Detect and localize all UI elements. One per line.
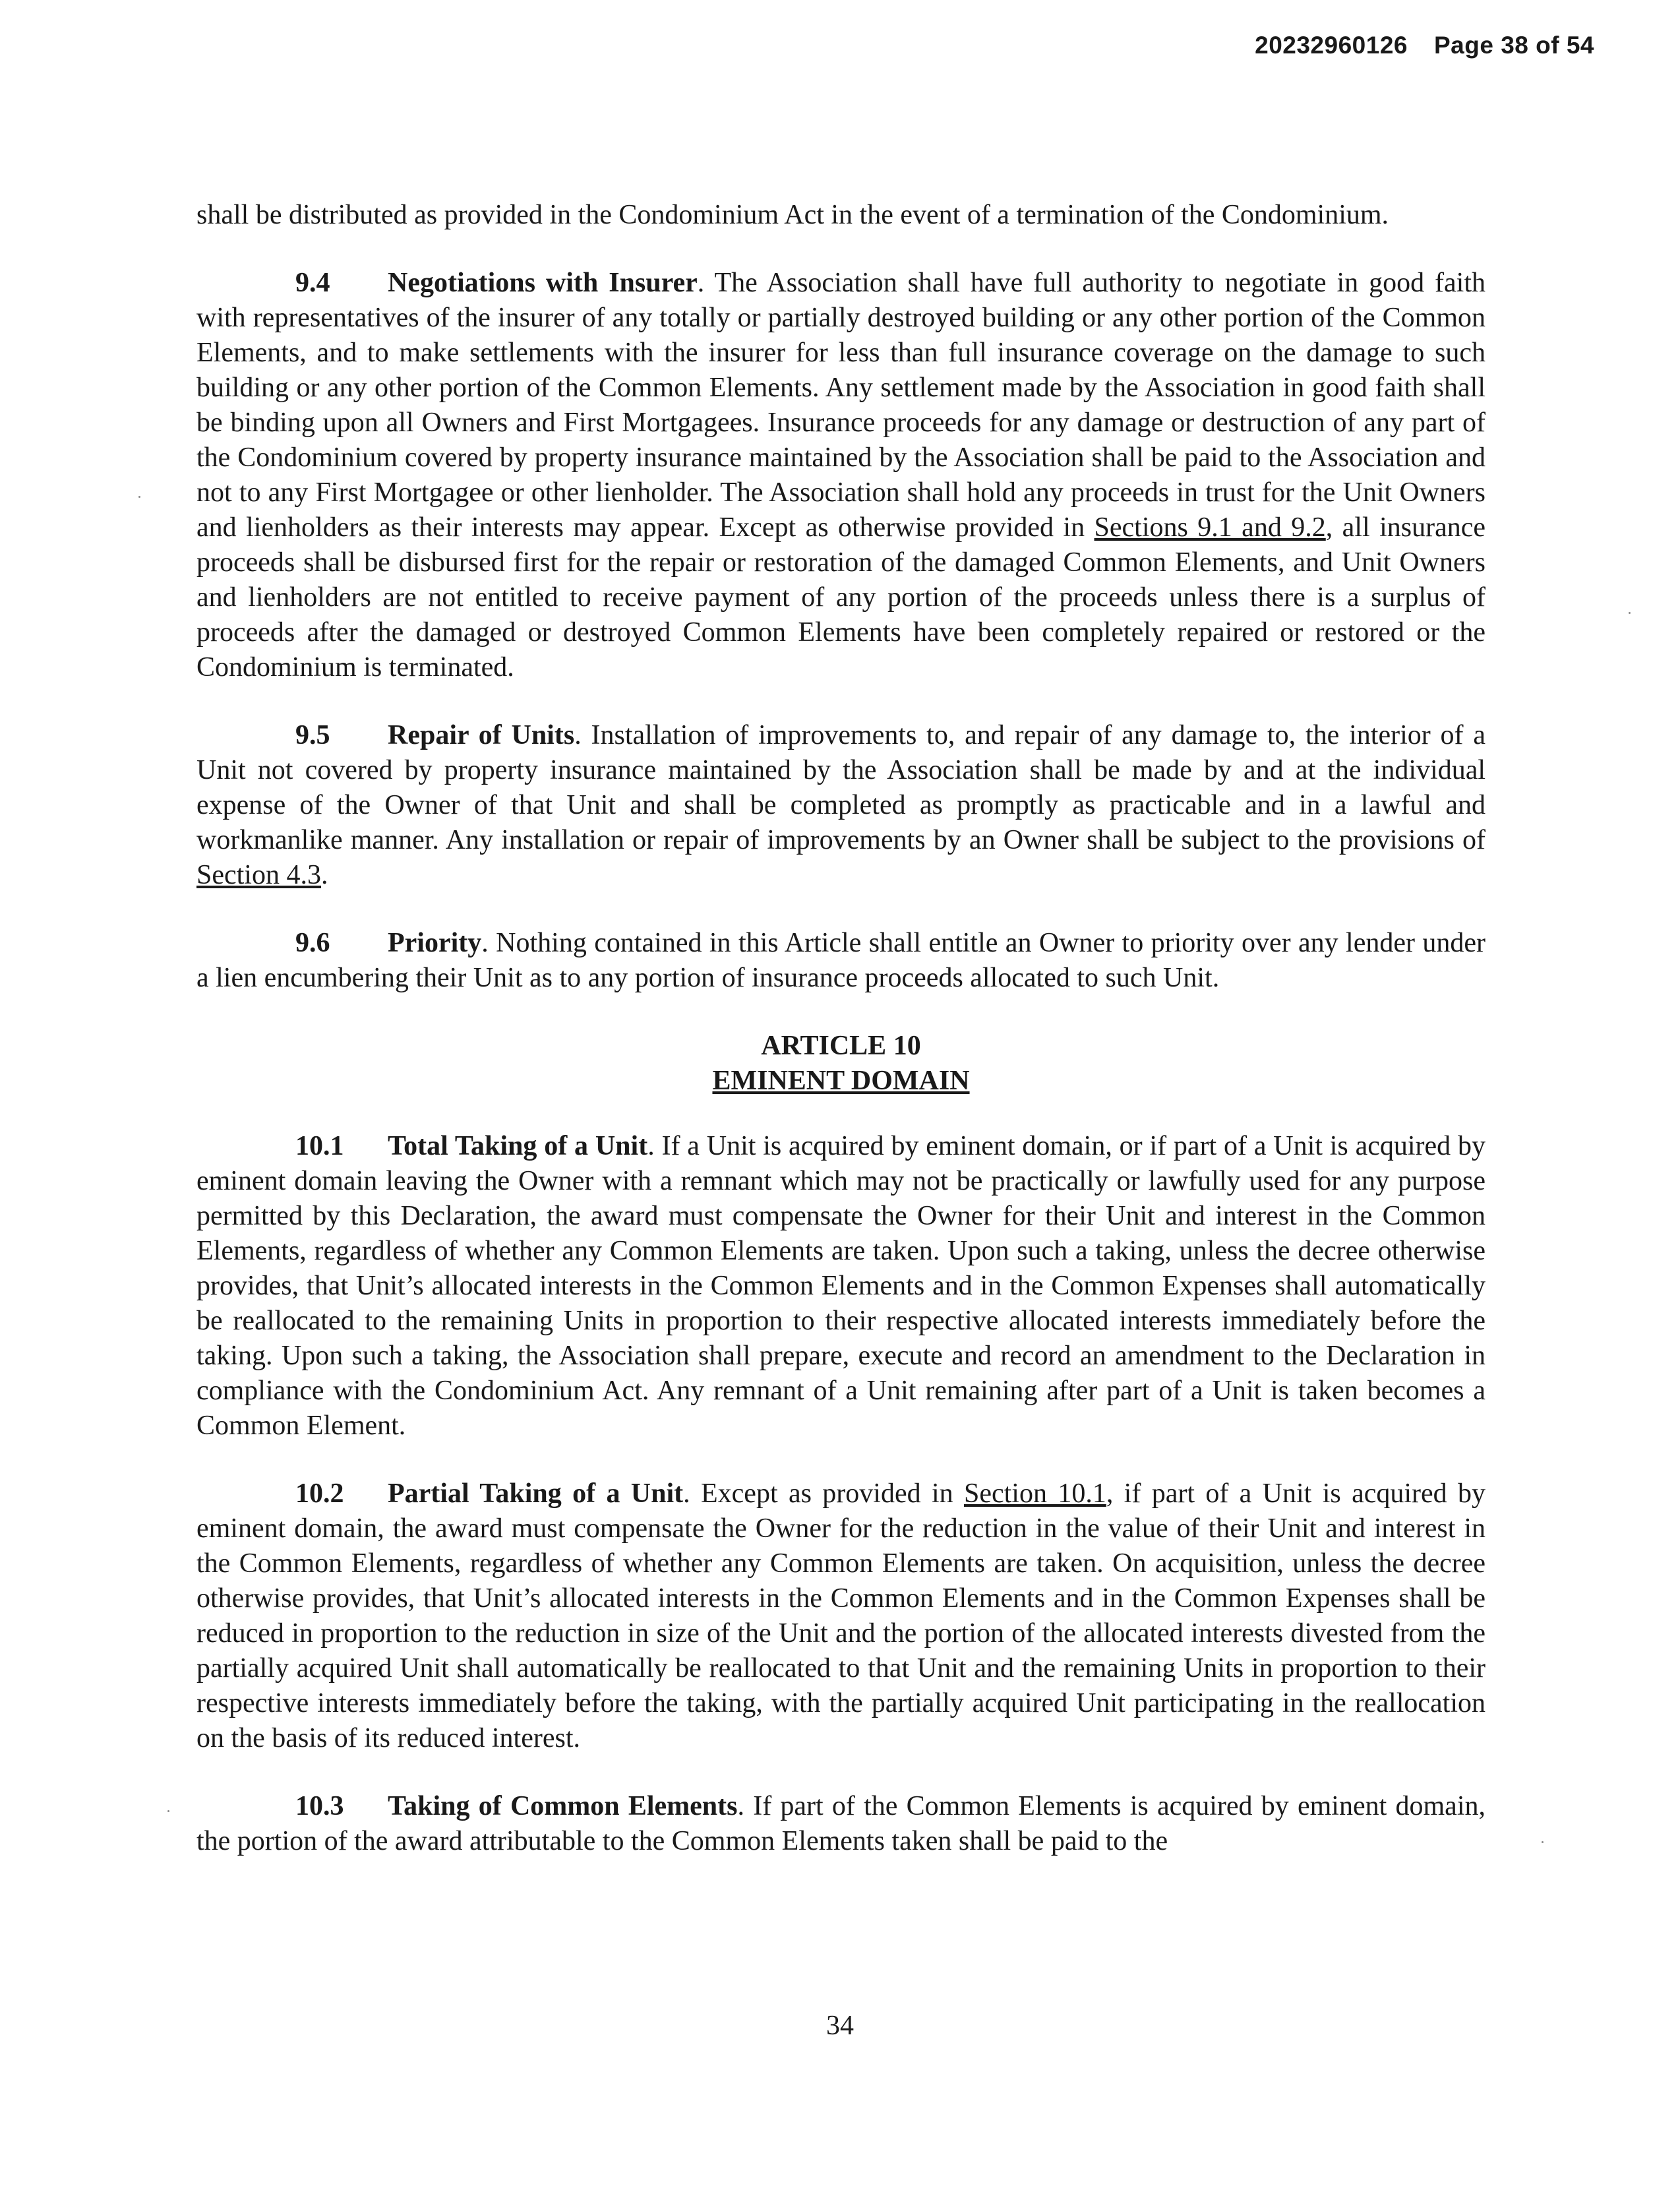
section-10-2 xyxy=(196,1476,1485,1756)
section-number: 9.5 xyxy=(295,720,330,750)
scan-speck xyxy=(1629,612,1631,614)
section-text: . Except as provided in xyxy=(683,1478,964,1509)
section-number: 10.3 xyxy=(295,1791,344,1821)
section-title: Priority xyxy=(388,928,482,958)
cross-reference: Section 10.1 xyxy=(963,1478,1106,1509)
section-10-3 xyxy=(196,1789,1485,1859)
section-title: Partial Taking of a Unit xyxy=(388,1478,684,1509)
section-9-6 xyxy=(196,926,1485,996)
section-number: 10.2 xyxy=(295,1478,344,1509)
scan-speck xyxy=(1542,1841,1544,1843)
section-text: , all insurance proceeds shall be disbursed first for the repair or restoration of the damaged Common Elements, and Unit Owners and lienholders are not entitled to receive payment of any portion of the proceeds unless there is a surplus of proceeds after the damaged or destroyed Common Elements have been completely repaired or restored or the Condominium is terminated. xyxy=(196,512,1485,683)
section-text: , if part of a Unit is acquired by eminent domain, the award must compensate the Owner for the reduction in the value of their Unit and interest in the Common Elements, regardless of whether any Common Elements are taken. On acquisition, unless the decree otherwise provides, that Unit’s allocated interests in the Common Elements and in the Common Expenses shall be reduced in proportion to the reduction in size of the Unit and the portion of the allocated interests divested from the partially acquired Unit shall automatically be reallocated to that Unit and the remaining Units in proportion to their respective interests immediately before the taking, with the partially acquired Unit participating in the reallocation on the basis of its reduced interest. xyxy=(196,1478,1485,1753)
section-number: 10.1 xyxy=(295,1131,344,1161)
article-heading xyxy=(196,1029,1485,1099)
section-number: 9.4 xyxy=(295,268,330,298)
article-label: ARTICLE 10 xyxy=(761,1031,921,1061)
page-number: 34 xyxy=(826,2011,854,2041)
section-9-4 xyxy=(196,266,1485,685)
section-text: . Installation of improvements to, and repair of any damage to, the interior of a Unit not covered by property insurance maintained by the Association shall be made by and at the individual expense of the Owner of that Unit and shall be completed as promptly as practicable and in a lawful and workmanlike manner. Any installation or repair of improvements by an Owner shall be subject to the provisions of xyxy=(196,720,1485,855)
section-text: . If a Unit is acquired by eminent domain, or if part of a Unit is acquired by eminent domain leaving the Owner with a remnant which may not be practically or lawfully used for any purpose permitted by this Declaration, the award must compensate the Owner for their Unit and interest in the Common Elements, regardless of whether any Common Elements are taken. Upon such a taking, unless the decree otherwise provides, that Unit’s allocated interests in the Common Elements and in the Common Expenses shall automatically be reallocated to the remaining Units in proportion to their respective allocated interests immediately before the taking. Upon such a taking, the Association shall prepare, execute and record an amendment to the Declaration in compliance with the Condominium Act. Any remnant of a Unit remaining after part of a Unit is taken becomes a Common Element. xyxy=(196,1131,1485,1441)
cross-reference: Sections 9.1 and 9.2 xyxy=(1094,512,1326,543)
section-number: 9.6 xyxy=(295,928,330,958)
scan-speck xyxy=(138,496,140,498)
document-body xyxy=(196,198,1485,1859)
article-title: EMINENT DOMAIN xyxy=(712,1066,970,1096)
section-title: Taking of Common Elements xyxy=(388,1791,738,1821)
document-number: 20232960126 xyxy=(1255,32,1408,59)
section-title: Negotiations with Insurer xyxy=(388,268,698,298)
section-text: . The Association shall have full authority to negotiate in good faith with representatives of the insurer of any totally or partially destroyed building or any other portion of the Common Elements, and to make settlements with the insurer for less than full insurance coverage on the damage to such building or any other portion of the Common Elements. Any settlement made by the Association in good faith shall be binding upon all Owners and First Mortgagees. Insurance proceeds for any damage or destruction of any part of the Condominium covered by property insurance maintained by the Association shall be paid to the Association and not to any First Mortgagee or other lienholder. The Association shall hold any proceeds in trust for the Unit Owners and lienholders as their interests may appear. Except as otherwise provided in xyxy=(196,268,1485,543)
section-text: . Nothing contained in this Article shall entitle an Owner to priority over any lender under a lien encumbering their Unit as to any portion of insurance proceeds allocated to such Unit. xyxy=(196,928,1485,993)
section-text: . If part of the Common Elements is acquired by eminent domain, the portion of the award attributable to the Common Elements taken shall be paid to the xyxy=(196,1791,1485,1856)
section-9-5 xyxy=(196,718,1485,893)
section-title: Total Taking of a Unit xyxy=(388,1131,648,1161)
section-text: . xyxy=(320,860,328,890)
cross-reference: Section 4.3 xyxy=(196,860,321,890)
page-label: Page 38 of 54 xyxy=(1433,32,1594,59)
page-header xyxy=(1255,32,1594,59)
scan-speck xyxy=(167,1810,169,1812)
section-10-1 xyxy=(196,1129,1485,1443)
intro-paragraph: shall be distributed as provided in the Condominium Act in the event of a termination of the Condominium. xyxy=(196,200,1389,230)
section-title: Repair of Units xyxy=(388,720,575,750)
